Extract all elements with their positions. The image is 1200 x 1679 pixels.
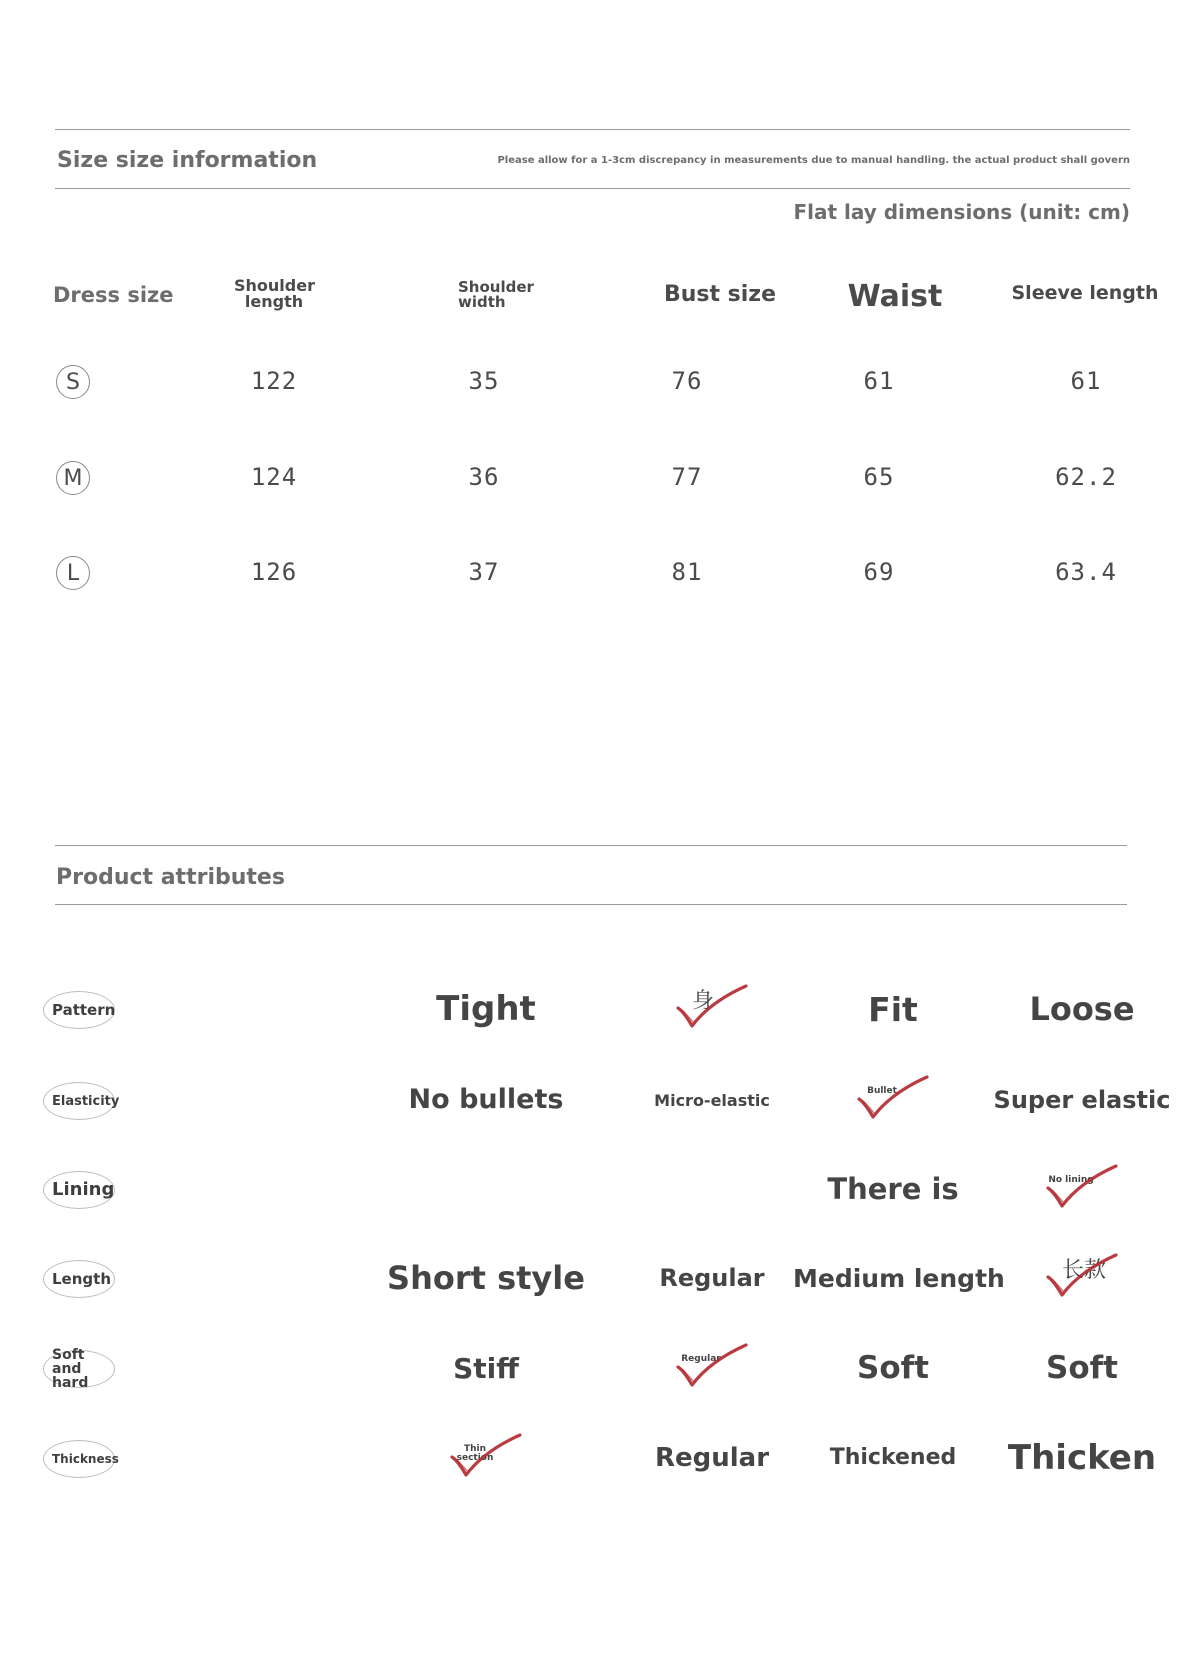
- size-label-circle: L: [56, 556, 90, 590]
- size-value-cell: 63.4: [1055, 558, 1117, 586]
- size-value-cell: 126: [250, 558, 298, 586]
- attribute-option: Short style: [387, 1259, 585, 1298]
- flat-lay-subtitle: Flat lay dimensions (unit: cm): [793, 200, 1130, 224]
- attribute-label-badge: Pattern: [43, 991, 115, 1029]
- size-value-cell: 69: [863, 558, 895, 586]
- size-value-cell: 36: [468, 463, 500, 491]
- size-value-cell: 35: [468, 367, 500, 395]
- header-shoulder-length-text: Shoulder length: [234, 276, 315, 311]
- size-value-cell: 61: [863, 367, 895, 395]
- header-waist: Waist: [847, 279, 943, 314]
- selected-option: [1040, 1162, 1120, 1212]
- size-value-cell: 77: [671, 463, 703, 491]
- selected-option-label: Bullet: [867, 1086, 897, 1096]
- size-value-cell: 122: [250, 367, 298, 395]
- size-value-cell: 124: [250, 463, 298, 491]
- attribute-label-badge: Lining: [43, 1171, 115, 1209]
- check-mark-icon: [670, 1341, 750, 1391]
- size-value-cell: 76: [671, 367, 703, 395]
- attribute-option: Soft: [1046, 1349, 1118, 1386]
- attribute-label-badge: Soft and hard: [43, 1350, 115, 1388]
- selected-option-label: No lining: [1048, 1175, 1094, 1185]
- size-label-circle: S: [56, 365, 90, 399]
- attribute-option: Fit: [868, 989, 918, 1029]
- check-mark-icon: [851, 1073, 931, 1123]
- measurement-note: Please allow for a 1-3cm discrepancy in measurements due to manual handling. the actual product shall govern: [497, 155, 1130, 166]
- attribute-label-badge: Length: [43, 1260, 115, 1298]
- size-value-cell: 62.2: [1055, 463, 1117, 491]
- attributes-section-title: Product attributes: [56, 865, 285, 890]
- selected-option-label: 身: [692, 989, 715, 1014]
- header-sleeve-length: Sleeve length: [1011, 282, 1159, 304]
- attribute-option: No bullets: [408, 1084, 564, 1116]
- size-value-cell: 81: [671, 558, 703, 586]
- header-bust-size: Bust size: [663, 282, 777, 307]
- size-section-title: Size size information: [57, 148, 318, 173]
- check-mark-icon: [1040, 1251, 1120, 1301]
- header-dress-size: Dress size: [53, 283, 174, 307]
- selected-option: [670, 1341, 750, 1391]
- attribute-option: Micro-elastic: [654, 1091, 770, 1111]
- attribute-option: Stiff: [453, 1351, 519, 1385]
- attribute-label-badge: Elasticity: [43, 1082, 115, 1120]
- attributes-top-rule: [55, 845, 1127, 846]
- attribute-label-badge: Thickness: [43, 1440, 115, 1478]
- selected-option: [670, 982, 750, 1032]
- size-value-cell: 65: [863, 463, 895, 491]
- selected-option-label: 长款: [1062, 1258, 1107, 1283]
- size-value-cell: 37: [468, 558, 500, 586]
- selected-option: [851, 1073, 931, 1123]
- attribute-option: Regular: [659, 1264, 765, 1293]
- header-shoulder-width: [458, 280, 548, 310]
- attribute-option: Soft: [857, 1349, 929, 1386]
- attribute-option: There is: [827, 1172, 959, 1207]
- attributes-title-bottom-rule: [55, 904, 1127, 905]
- size-value-cell: 61: [1070, 367, 1102, 395]
- header-shoulder-length: [214, 278, 334, 310]
- size-label-circle: M: [56, 461, 90, 495]
- attribute-option: Tight: [436, 988, 536, 1029]
- check-mark-icon: [670, 982, 750, 1032]
- header-shoulder-width-text: Shoulder width: [458, 278, 534, 311]
- top-rule: [55, 129, 1130, 130]
- selected-option-label: Thin section: [456, 1444, 494, 1464]
- selected-option: [1040, 1251, 1120, 1301]
- attribute-option: Super elastic: [993, 1086, 1171, 1115]
- selected-option-label: Regular: [681, 1354, 721, 1364]
- attribute-option: Thicken: [1007, 1437, 1157, 1478]
- attribute-option: Regular: [654, 1442, 770, 1473]
- check-mark-icon: [444, 1431, 524, 1481]
- check-mark-icon: [1040, 1162, 1120, 1212]
- attribute-option: Medium length: [793, 1263, 1005, 1293]
- attribute-option: Loose: [1029, 990, 1135, 1029]
- size-title-bottom-rule: [55, 188, 1130, 189]
- selected-option: [444, 1431, 524, 1481]
- attribute-option: Thickened: [829, 1445, 957, 1471]
